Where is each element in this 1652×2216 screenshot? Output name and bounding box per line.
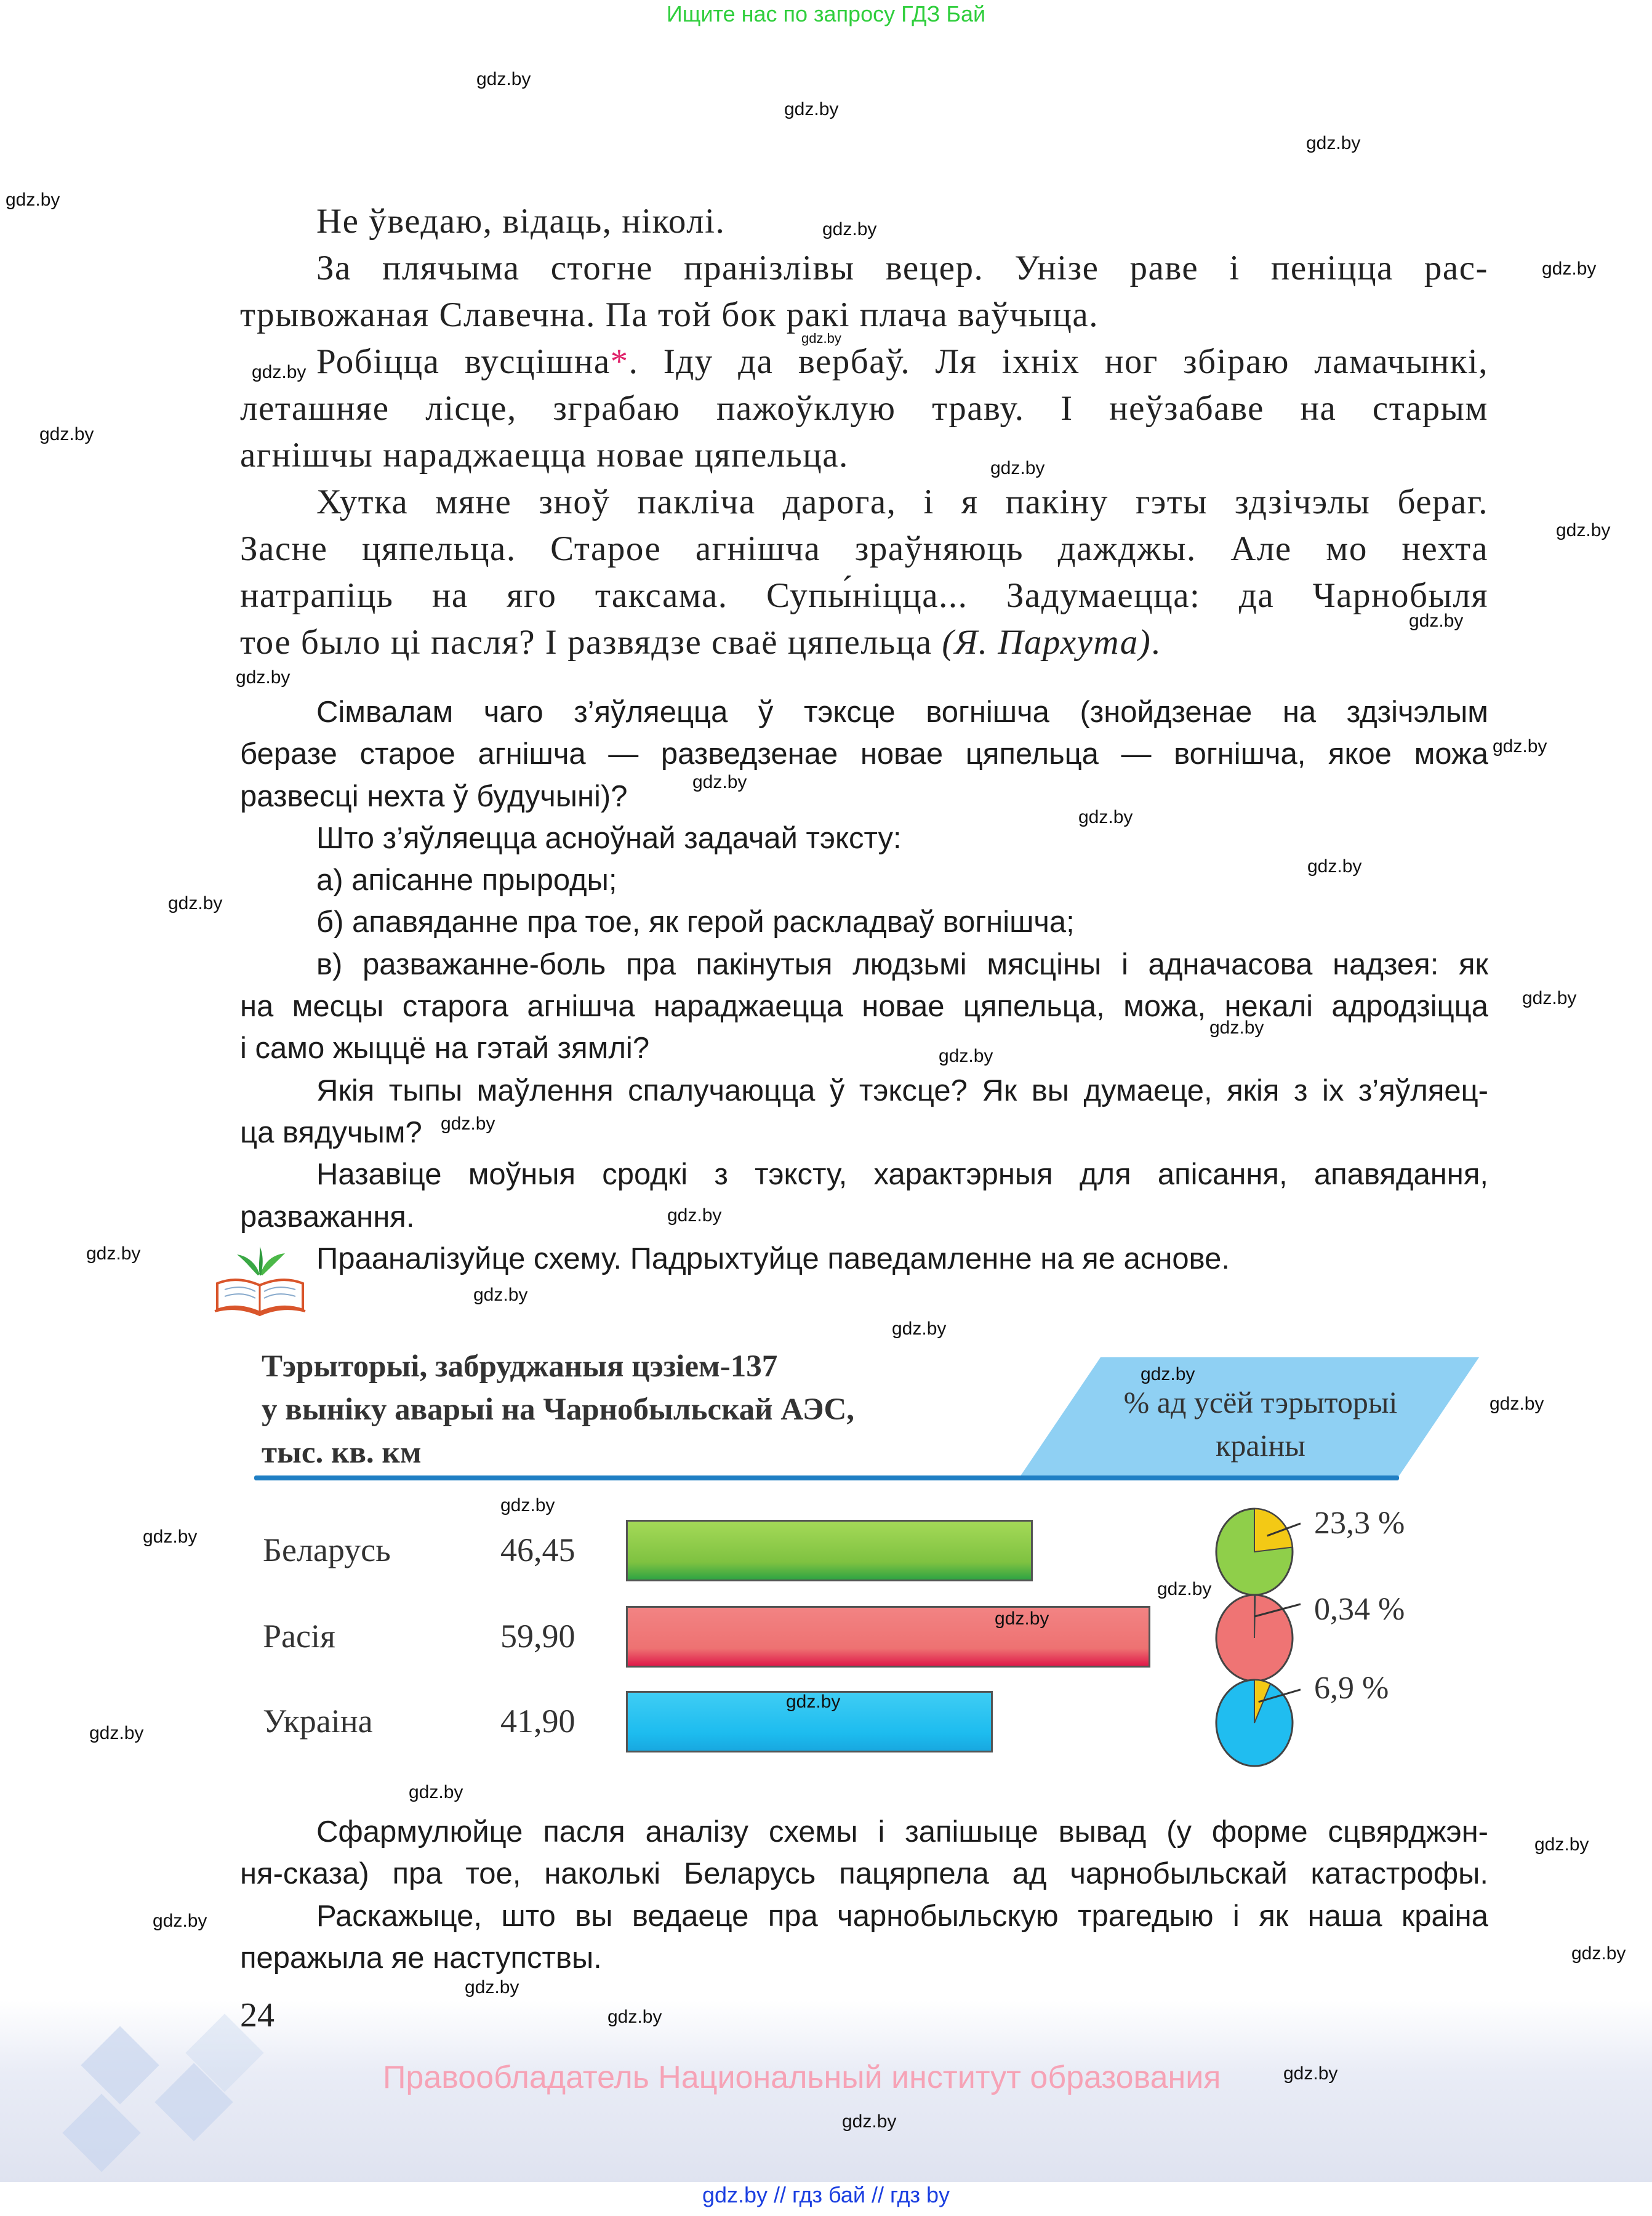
watermark: gdz.by (1283, 2063, 1338, 2084)
text-line (240, 619, 1488, 666)
watermark: gdz.by (143, 1527, 198, 1547)
watermark: gdz.by (1078, 807, 1133, 827)
watermark: gdz.by (86, 1243, 141, 1264)
watermark: gdz.by (939, 1046, 993, 1066)
country-label: Беларусь (263, 1532, 391, 1568)
question-line: беразе старое агнішча — разведзенае новае цяпельца — вогнішча, якое можа (240, 737, 1488, 771)
watermark: gdz.by (89, 1723, 144, 1743)
value-label: 41,90 (500, 1703, 575, 1740)
chart-title-line: Тэрыторыі, забруджаныя цэзіем-137 (262, 1349, 778, 1384)
text-line (240, 339, 1488, 385)
chart-title (262, 1345, 854, 1474)
watermark: gdz.by (168, 893, 223, 913)
watermark: gdz.by (1141, 1364, 1195, 1384)
watermark: gdz.by (1534, 1834, 1589, 1855)
header-rule (254, 1475, 1399, 1480)
bar-расія (626, 1606, 1150, 1668)
story-text (240, 198, 1488, 666)
text-line: натрапіць на яго таксама. Супы́ніцца... Задумаецца: да Чарнобыля (240, 576, 1488, 615)
task-line: ня-сказа) пра тое, наколькі Беларусь пацярпела ад чарнобыльскай катастрофы. (240, 1857, 1488, 1891)
watermark: gdz.by (822, 219, 877, 239)
conclusion-tasks (240, 1811, 1488, 1979)
question-option: б) апавяданне пра тое, як герой раскладваў вогнішча; (316, 905, 1075, 939)
percent-label: 6,9 % (1314, 1671, 1389, 1706)
watermark: gdz.by (1542, 259, 1597, 279)
question-line: ца вядучым? (240, 1115, 422, 1149)
watermark: gdz.by (1209, 1018, 1264, 1038)
watermark: gdz.by (1409, 611, 1464, 631)
chart-title-line: тыс. кв. км (262, 1435, 422, 1470)
country-label: Украіна (263, 1703, 373, 1740)
cesium-chart (254, 1339, 1479, 1782)
question-line: Што з’яўляецца асноўнай задачай тэксту: (316, 821, 902, 855)
watermark: gdz.by (1307, 856, 1362, 877)
question-line: Назавіце моўныя сродкі з тэксту, характэрныя для апісання, апавядання, (316, 1158, 1488, 1192)
watermark: gdz.by (473, 1285, 528, 1305)
watermark: gdz.by (1493, 736, 1547, 757)
watermark: gdz.by (990, 458, 1045, 478)
text-line: трывожаная Славечна. Па той бок ракі плача ваўчыца. (240, 295, 1099, 334)
value-label: 46,45 (500, 1532, 575, 1568)
search-banner[interactable]: Ищите нас по запросу ГДЗ Бай (666, 1, 986, 26)
watermark: gdz.by (1556, 520, 1611, 540)
watermark: gdz.by (153, 1911, 207, 1931)
watermark: gdz.by (801, 331, 841, 346)
question-option: а) апісанне прыроды; (316, 864, 617, 897)
task-line: Сфармулюйце пасля аналізу схемы і запішыце вывад (у форме сцвярджэн- (316, 1815, 1488, 1849)
question-option: і само жыццё на гэтай зямлі? (240, 1032, 650, 1066)
question-line: развесці нехта ў будучыні)? (240, 779, 628, 813)
text-fragment: Робіцца вусцішна (316, 342, 611, 381)
watermark: gdz.by (995, 1608, 1049, 1629)
footer-links[interactable]: gdz.by // гдз бай // гдз by (702, 2182, 950, 2207)
watermark: gdz.by (465, 1977, 519, 1997)
watermark: gdz.by (607, 2007, 662, 2027)
pie-украіна (1208, 1677, 1301, 1769)
task-line: Раскажыце, што вы ведаеце пра чарнобыльскую трагедыю і як наша краіна (316, 1899, 1488, 1933)
watermark: gdz.by (1490, 1394, 1544, 1414)
book-sprout-icon (212, 1237, 308, 1317)
copyright-notice: Правообладатель Национальный институт образования (383, 2060, 1221, 2095)
watermark: gdz.by (1522, 988, 1577, 1008)
pie-slice (1254, 1509, 1293, 1552)
author: (Я. Пархута) (942, 623, 1152, 662)
text-line: За плячыма стогне пранізлівы вецер. Унізе раве і пеніцца рас- (316, 249, 1488, 287)
text-fragment: . (1151, 623, 1161, 662)
text-line: Засне цяпельца. Старое агнішча зраўняюць дажджы. Але мо нехта (240, 529, 1488, 568)
pie-расія (1208, 1592, 1301, 1684)
watermark: gdz.by (1306, 133, 1361, 153)
text-fragment: . Іду да вербаў. Ля іхніх ног збіраю ламачынкі, (628, 342, 1488, 381)
chart-title-line: у выніку аварыі на Чарнобыльскай АЭС, (262, 1392, 855, 1427)
text-line: Не ўведаю, відаць, ніколі. (316, 202, 726, 241)
question-option: на месцы старога агнішча нараджаецца новае цяпельца, можа, некалі адродзіцца (240, 990, 1488, 1024)
watermark: gdz.by (500, 1495, 555, 1515)
watermark: gdz.by (409, 1782, 463, 1802)
watermark: gdz.by (236, 667, 291, 688)
watermark: gdz.by (786, 1692, 841, 1712)
watermark: gdz.by (1157, 1579, 1212, 1599)
text-line: агнішчы нараджаецца новае цяпельца. (240, 436, 849, 475)
bar-беларусь (626, 1520, 1033, 1581)
text-line: леташняе лісце, зграбаю пажоўклую траву. І неўзабаве на старым (240, 389, 1488, 428)
questions (240, 691, 1488, 1280)
watermark: gdz.by (842, 2111, 897, 2132)
text-fragment: тое было ці пасля? І развядзе сваё цяпельца (240, 623, 942, 662)
percent-header-line: % ад усёй тэрыторыі (1123, 1385, 1398, 1419)
watermark: gdz.by (784, 99, 839, 119)
watermark: gdz.by (667, 1205, 722, 1226)
watermark: gdz.by (39, 424, 94, 444)
diamond-decor (62, 2094, 140, 2172)
watermark: gdz.by (6, 190, 60, 210)
page-number: 24 (240, 1996, 275, 2034)
task-line: Прааналізуйце схему. Падрыхтуйце паведамленне на яе аснове. (316, 1242, 1230, 1275)
watermark: gdz.by (252, 362, 307, 382)
question-line: Сімвалам чаго з’яўляецца ў тэксце вогнішча (знойдзенае на здзічэлым (316, 696, 1488, 729)
watermark: gdz.by (441, 1114, 495, 1134)
task-line: перажыла яе наступствы. (240, 1941, 602, 1975)
percent-label: 23,3 % (1314, 1506, 1405, 1541)
text-line: Хутка мяне зноў пакліча дарога, і я пакіну гэты здзічэлы бераг. (316, 483, 1488, 521)
percent-label: 0,34 % (1314, 1592, 1405, 1627)
pie-беларусь (1208, 1506, 1301, 1598)
watermark: gdz.by (892, 1319, 947, 1339)
country-label: Расія (263, 1618, 335, 1655)
question-option: в) разважанне-боль пра пакінутыя людзьмі мясціны і адначасова надзея: як (316, 947, 1488, 981)
question-line: разважання. (240, 1200, 415, 1234)
value-label: 59,90 (500, 1618, 575, 1655)
watermark: gdz.by (476, 69, 531, 89)
question-line: Якія тыпы маўлення спалучаюцца ў тэксце? Як вы думаеце, якія з іх з’яўляец- (316, 1074, 1488, 1107)
footnote-mark: * (610, 342, 629, 381)
diamond-decor (81, 2026, 159, 2104)
percent-header (1054, 1381, 1467, 1467)
percent-header-line: краіны (1216, 1428, 1305, 1463)
watermark: gdz.by (1571, 1943, 1626, 1964)
watermark: gdz.by (692, 772, 747, 792)
